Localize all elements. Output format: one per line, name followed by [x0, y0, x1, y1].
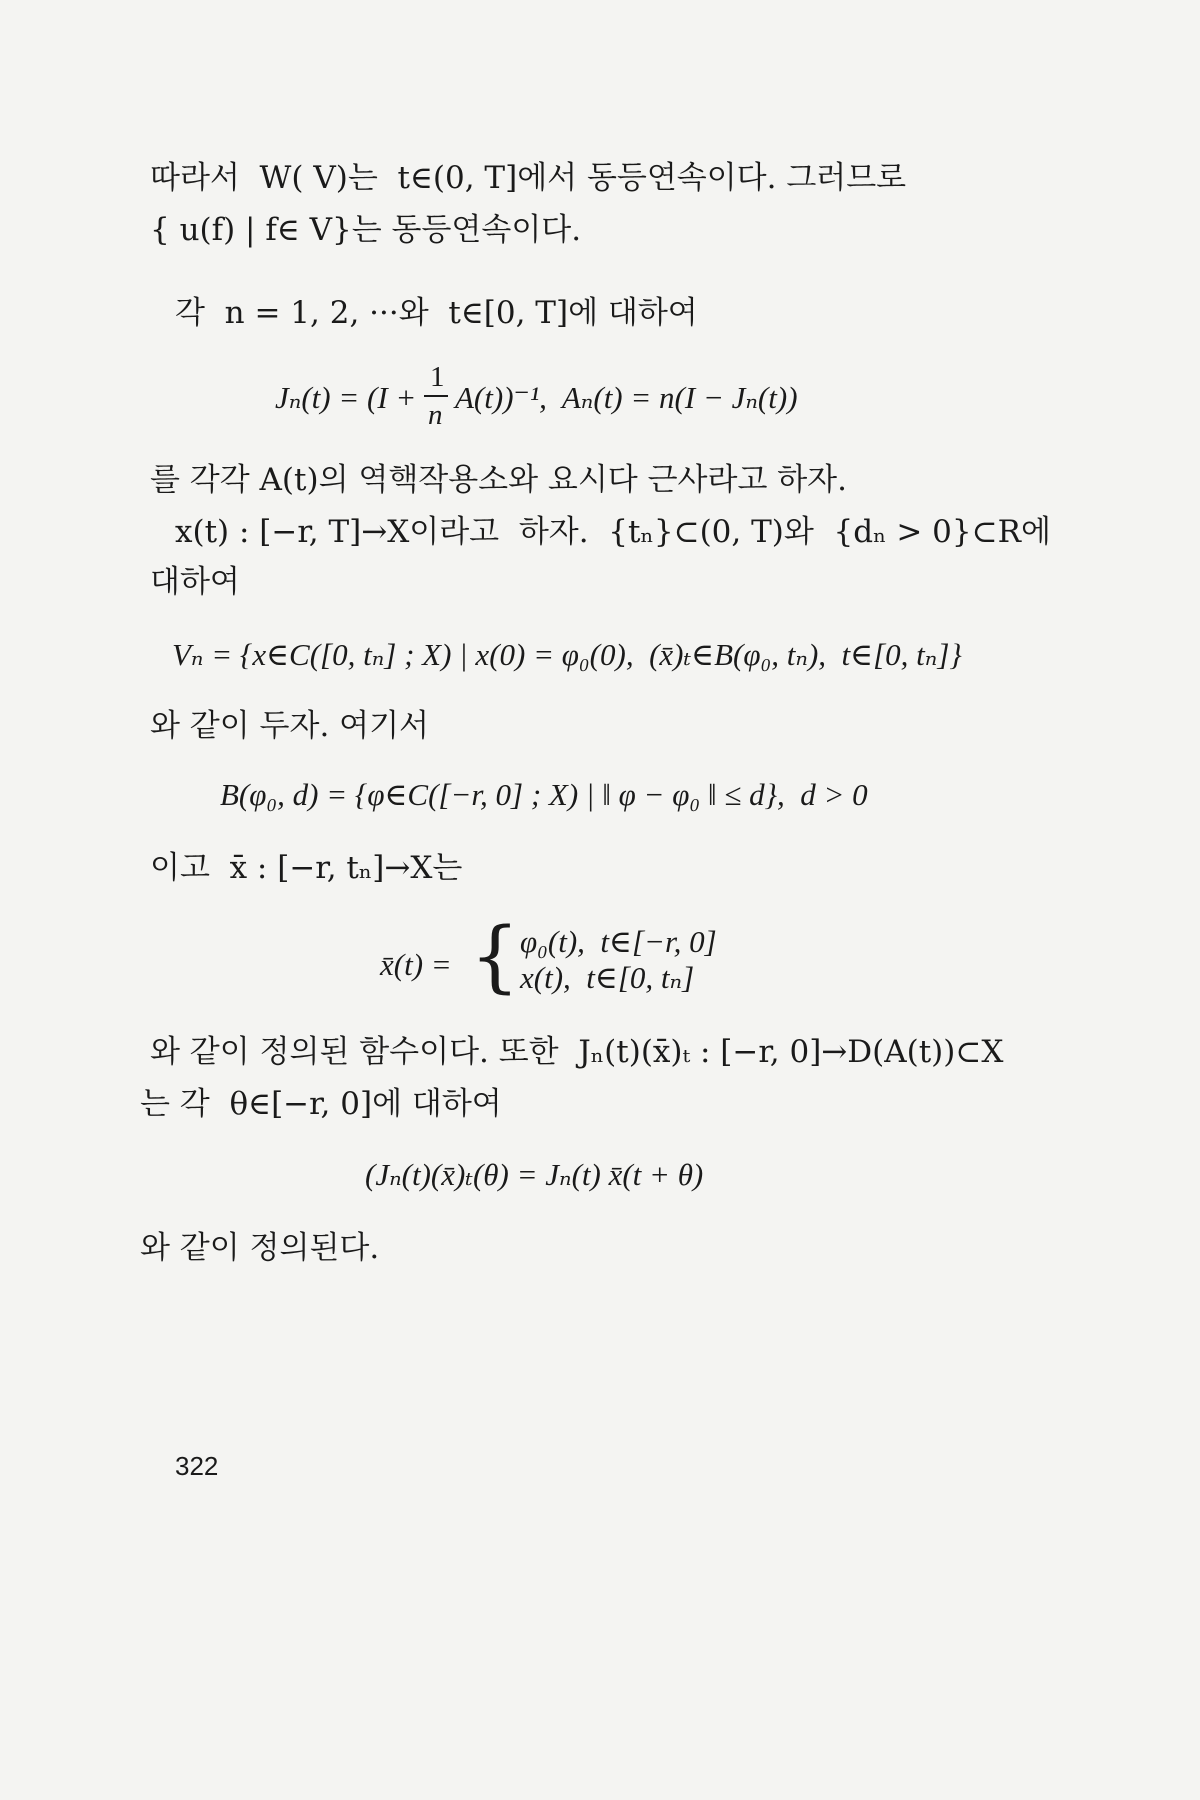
- equation-1-fraction-numerator: 1: [430, 361, 445, 393]
- text-line-9: 와 같이 정의된 함수이다. 또한 Jₙ(t)(x̄)ₜ : [−r, 0]→D(A(t))⊂X: [150, 1034, 1004, 1070]
- text-line-2: { u(f) | f∈ V}는 동등연속이다.: [150, 212, 582, 248]
- text-line-3: 각 n = 1, 2, ···와 t∈[0, T]에 대하여: [175, 295, 698, 331]
- equation-5: (Jₙ(t)(x̄)ₜ(θ) = Jₙ(t) x̄(t + θ): [365, 1157, 704, 1192]
- equation-1-right: A(t))⁻¹, Aₙ(t) = n(I − Jₙ(t)): [455, 380, 798, 415]
- equation-4-case-1: φ₀(t), t∈[−r, 0]: [520, 924, 717, 959]
- equation-4-left: x̄(t) =: [380, 947, 452, 982]
- equation-1-fraction-bar: [424, 395, 448, 397]
- text-line-8: 이고 x̄ : [−r, tₙ]→X는: [150, 850, 463, 886]
- equation-3: B(φ₀, d) = {φ∈C([−r, 0] ; X) | ‖ φ − φ₀ ‖ ≤ d}, d > 0: [220, 777, 868, 812]
- equation-1-left: Jₙ(t) = (I +: [275, 380, 417, 415]
- text-line-5: x(t) : [−r, T]→X이라고 하자. {tₙ}⊂(0, T)와 {dₙ > 0}⊂R에: [175, 514, 1051, 550]
- page-number: 322: [175, 1451, 219, 1481]
- text-line-10: 는 각 θ∈[−r, 0]에 대하여: [140, 1086, 502, 1122]
- equation-1-fraction-denominator: n: [428, 399, 443, 431]
- text-line-7: 와 같이 두자. 여기서: [150, 708, 429, 744]
- text-line-1: 따라서 W( V)는 t∈(0, T]에서 동등연속이다. 그러므로: [150, 160, 907, 196]
- equation-4-case-2: x(t), t∈[0, tₙ]: [520, 960, 695, 995]
- text-line-11: 와 같이 정의된다.: [140, 1230, 380, 1266]
- text-line-6: 대하여: [150, 564, 240, 600]
- equation-2: Vₙ = {x∈C([0, tₙ] ; X) | x(0) = φ₀(0), (x̄)ₜ∈B(φ₀, tₙ), t∈[0, tₙ]}: [172, 637, 962, 672]
- text-line-4: 를 각각 A(t)의 역핵작용소와 요시다 근사라고 하자.: [150, 462, 847, 498]
- left-brace: {: [470, 912, 520, 1002]
